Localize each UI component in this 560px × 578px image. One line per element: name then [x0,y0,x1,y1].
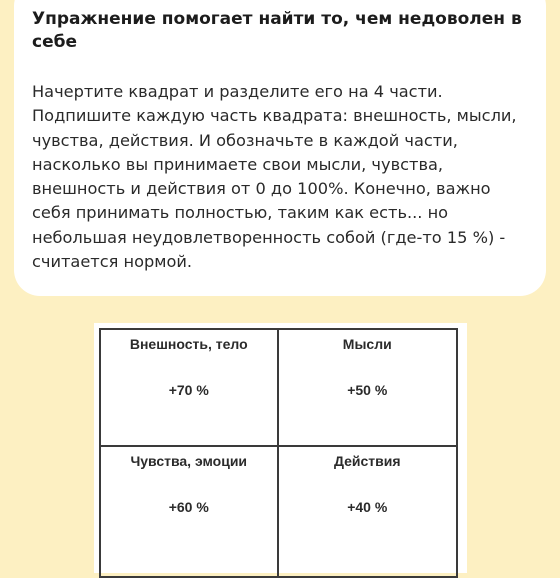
card-body-text: Начертите квадрат и разделите его на 4 части. Подпишите каждую часть квадрата: внешность, мысли, чувства, действия. И обозначьте в каждой части, насколько вы принимаете свои мысли, чувства, внешность и действия от 0 до 100%. Конечно, важно себя принимать полностью, таким как есть... но небольшая неудовлетворенность собой (где-то 15 %) - считается нормой. [32,82,517,272]
cell-value: +60 % [168,499,209,515]
square-grid [99,328,458,578]
cell-label: Мысли [342,336,392,352]
cell-label: Внешность, тело [129,336,248,352]
cell-label: Действия [333,453,401,469]
cell-value: +50 % [347,382,388,398]
cell-value: +40 % [347,499,388,515]
cell-thoughts [279,330,457,447]
square-image [94,323,467,573]
card-title: Упражнение помогает найти то, чем недоволен в себе [32,9,522,52]
cell-feelings [101,447,279,576]
cell-actions [279,447,457,576]
cell-label: Чувства, эмоции [130,453,248,469]
cell-value: +70 % [168,382,209,398]
cell-appearance [101,330,279,447]
info-card [14,0,546,296]
